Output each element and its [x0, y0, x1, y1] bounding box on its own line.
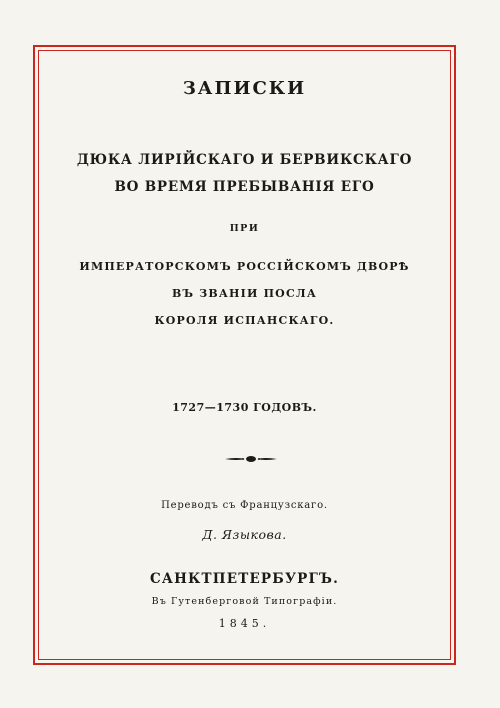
printer-imprint: Въ Гутенберговой Типографіи.: [151, 596, 338, 607]
translator-name: Д. Языкова.: [202, 527, 287, 542]
court-line-1: ИМПЕРАТОРСКОМЪ РОССІЙСКОМЪ ДВОРѢ: [79, 260, 410, 273]
years-line: 1727—1730 ГОДОВЪ.: [172, 401, 317, 414]
court-line-3: КОРОЛЯ ИСПАНСКАГО.: [154, 314, 335, 327]
divider-ornament-icon: [223, 453, 279, 465]
book-title: ЗАПИСКИ: [182, 78, 307, 99]
translation-note: Переводъ съ Французскаго.: [161, 500, 328, 511]
red-frame-inner: [38, 50, 451, 660]
publication-year: 1845.: [218, 617, 271, 630]
subtitle-line-1: ДЮКА ЛИРІЙСКАГО И БЕРВИКСКАГО: [76, 152, 413, 168]
preposition-line: ПРИ: [229, 223, 260, 234]
court-line-2: ВЪ ЗВАНІИ ПОСЛА: [171, 287, 317, 300]
subtitle-line-2: ВО ВРЕМЯ ПРЕБЫВАНІЯ ЕГО: [114, 179, 375, 195]
city-imprint: САНКТПЕТЕРБУРГЪ.: [149, 571, 340, 587]
